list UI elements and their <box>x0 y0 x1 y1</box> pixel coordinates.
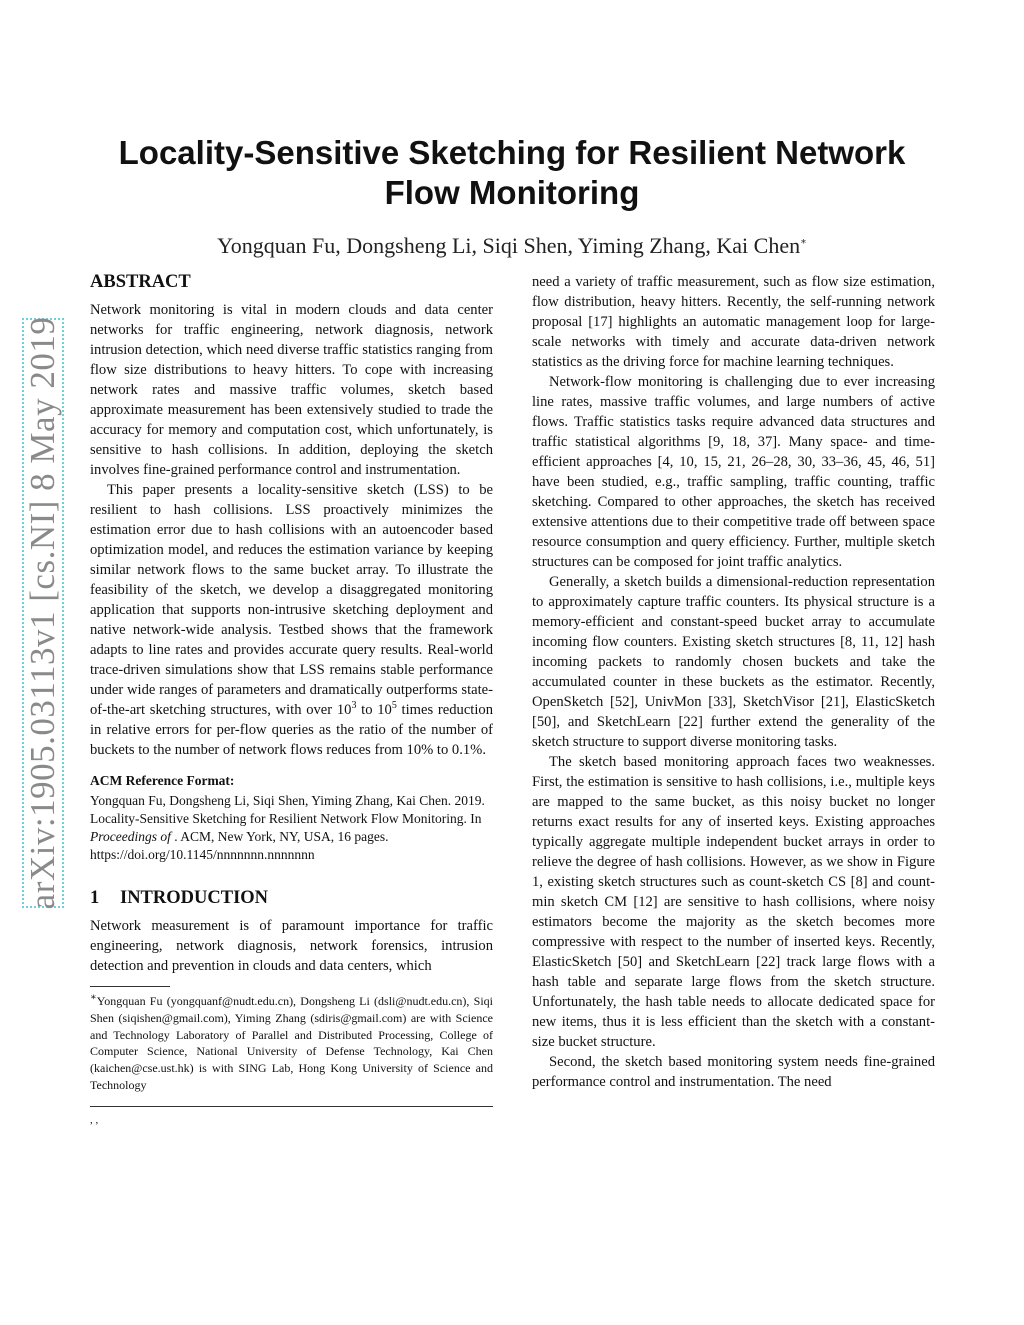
author-footnote-mark: ∗ <box>800 236 807 248</box>
page-footer-divider <box>90 1106 493 1107</box>
introduction-heading <box>90 886 493 910</box>
abstract-p2-mid: to 10 <box>356 702 392 718</box>
abstract-paragraph-1: Network monitoring is vital in modern clouds and data center networks for traffic engineering, network diagnosis, network intrusion detection, which need diverse traffic statistics ranging from flow size distributions to heavy hitters. To cope with increasing network rates and massive traffic volumes, sketch based approximate measurement has been extensively studied to trade the accuracy for memory and computation cost, which unfortunately, is sensitive to hash collisions. In addition, deploying the sketch involves fine-grained performance control and instrumentation. <box>90 302 493 478</box>
right-column <box>532 272 935 1092</box>
exponent-3: 3 <box>351 700 357 712</box>
section-title: INTRODUCTION <box>120 888 269 908</box>
acm-reference-proceedings: Proceedings of <box>90 829 171 844</box>
introduction-paragraph-4: The sketch based monitoring approach faces two weaknesses. First, the estimation is sensitive to hash collisions, i.e., multiple keys are mapped to the same bucket, as this noisy bucket no longer returns exact results for any of inserted keys. Existing approaches typically aggregate multiple independent bucket arrays in order to relieve the degree of hash collisions. However, as we show in Figure 1, existing sketch structures such as count-sketch CS [8] and count-min sketch CM [12] are sensitive to hash collisions, where noisy estimators become the majority as the sketch becomes more compressive with respect to the number of inserted keys. Recently, ElasticSketch [50] and SketchLearn [22] track large flows with a hash table and separate large flows from the sketch structure. Unfortunately, the hash table needs to allocate dedicated space for new items, thus it is less efficient than the sketch with a constant-size bucket structure. <box>532 754 935 1050</box>
paper-title <box>80 133 944 213</box>
introduction-paragraph-2: Network-flow monitoring is challenging due to ever increasing line rates, massive traffic volumes, and large numbers of active flows. Traffic statistics tasks require advanced data structures and traffic statistical algorithms [9, 18, 37]. Many space- and time-efficient approaches [4, 10, 15, 21, 26–28, 30, 33–36, 45, 46, 51] have been studied, e.g., traffic sampling, traffic counting, traffic sketching. Compared to other approaches, the sketch has received extensive attentions due to their competitive trade off between space resource consumption and query efficiency. Further, multiple sketch structures can be composed for joint traffic analytics. <box>532 374 935 570</box>
acm-reference-part2: . ACM, New York, NY, USA, 16 pages. https://doi.org/10.1145/nnnnnnn.nnnnnnn <box>90 829 389 862</box>
acm-reference-text <box>90 792 493 864</box>
introduction-paragraph-left: Network measurement is of paramount importance for traffic engineering, network diagnosis, network forensics, intrusion detection and prevention in clouds and data centers, which <box>90 918 493 974</box>
arxiv-identifier: arXiv:1905.03113v1 [cs.NI] 8 May 2019 <box>23 316 62 910</box>
footnote-mark: ∗ <box>90 992 97 1003</box>
arxiv-stamp <box>22 318 64 908</box>
exponent-5: 5 <box>391 700 397 712</box>
abstract-p2-part1: This paper presents a locality-sensitive sketch (LSS) to be resilient to hash collisions. LSS proactively minimizes the estimation error due to hash collisions with an autoencoder based optimization model, and reduces the estimation variance by keeping similar network flows to the same bucket array. To illustrate the feasibility of the sketch, we develop a disaggregated monitoring application that supports non-intrusive sketching deployment and native network-wide analysis. Testbed shows that the framework adapts to line rates and provides accurate query results. Real-world trace-driven simulations show that LSS remains stable performance under wide ranges of parameters and dramatically outperforms state-of-the-art sketching structures, with over 10 <box>90 482 493 718</box>
abstract-p2-part2: times reduction in relative errors for per-flow queries as the ratio of the number of buckets to the number of network flows reduces from 10% to 0.1%. <box>90 702 494 758</box>
footnote-divider <box>90 986 170 987</box>
abstract-heading: ABSTRACT <box>90 272 191 292</box>
title-line-2: Flow Monitoring <box>384 174 640 211</box>
author-footnote <box>90 993 493 1094</box>
title-line-1: Locality-Sensitive Sketching for Resilient Network <box>118 134 906 171</box>
introduction-paragraph-1: need a variety of traffic measurement, such as flow size estimation, flow distribution, heavy hitters. Recently, the self-running network proposal [17] highlights an automatic management loop for large-scale networks with timely and accurate data-driven network statistics as the driving force for machine learning techniques. <box>532 274 935 370</box>
acm-reference-heading: ACM Reference Format: <box>90 773 235 788</box>
section-number: 1 <box>90 888 100 908</box>
abstract-paragraph-2 <box>90 480 493 760</box>
acm-reference-part1: Yongquan Fu, Dongsheng Li, Siqi Shen, Yiming Zhang, Kai Chen. 2019. Locality-Sensitive Sketching for Resilient Network Flow Monitoring. In <box>90 793 485 826</box>
left-column <box>90 270 493 1127</box>
author-names: Yongquan Fu, Dongsheng Li, Siqi Shen, Yiming Zhang, Kai Chen <box>217 233 801 258</box>
footnote-text: Yongquan Fu (yongquanf@nudt.edu.cn), Dongsheng Li (dsli@nudt.edu.cn), Siqi Shen (siqishen@gmail.com), Yiming Zhang (sdiris@gmail.com) are with Science and Technology Laboratory of Parallel and Distributed Processing, College of Computer Science, National University of Defense Technology, Kai Chen (kaichen@cse.ust.hk) is with SING Lab, Hong Kong University of Science and Technology <box>90 994 493 1092</box>
author-list <box>80 233 944 259</box>
introduction-paragraph-5: Second, the sketch based monitoring system needs fine-grained performance control and instrumentation. The need <box>532 1054 935 1090</box>
conference-placeholder: , , <box>90 1113 99 1126</box>
introduction-paragraph-3: Generally, a sketch builds a dimensional-reduction representation to approximately capture traffic counters. Its physical structure is a memory-efficient and constant-speed bucket array to accumulate incoming flow counters. Existing sketch structures [8, 11, 12] hash incoming packets to randomly chosen buckets and take the accumulated counter in these buckets as the estimator. Recently, OpenSketch [52], UnivMon [33], SketchVisor [21], ElasticSketch [50], and SketchLearn [22] further extend the generality of the sketch structure to support diverse monitoring tasks. <box>532 574 935 750</box>
